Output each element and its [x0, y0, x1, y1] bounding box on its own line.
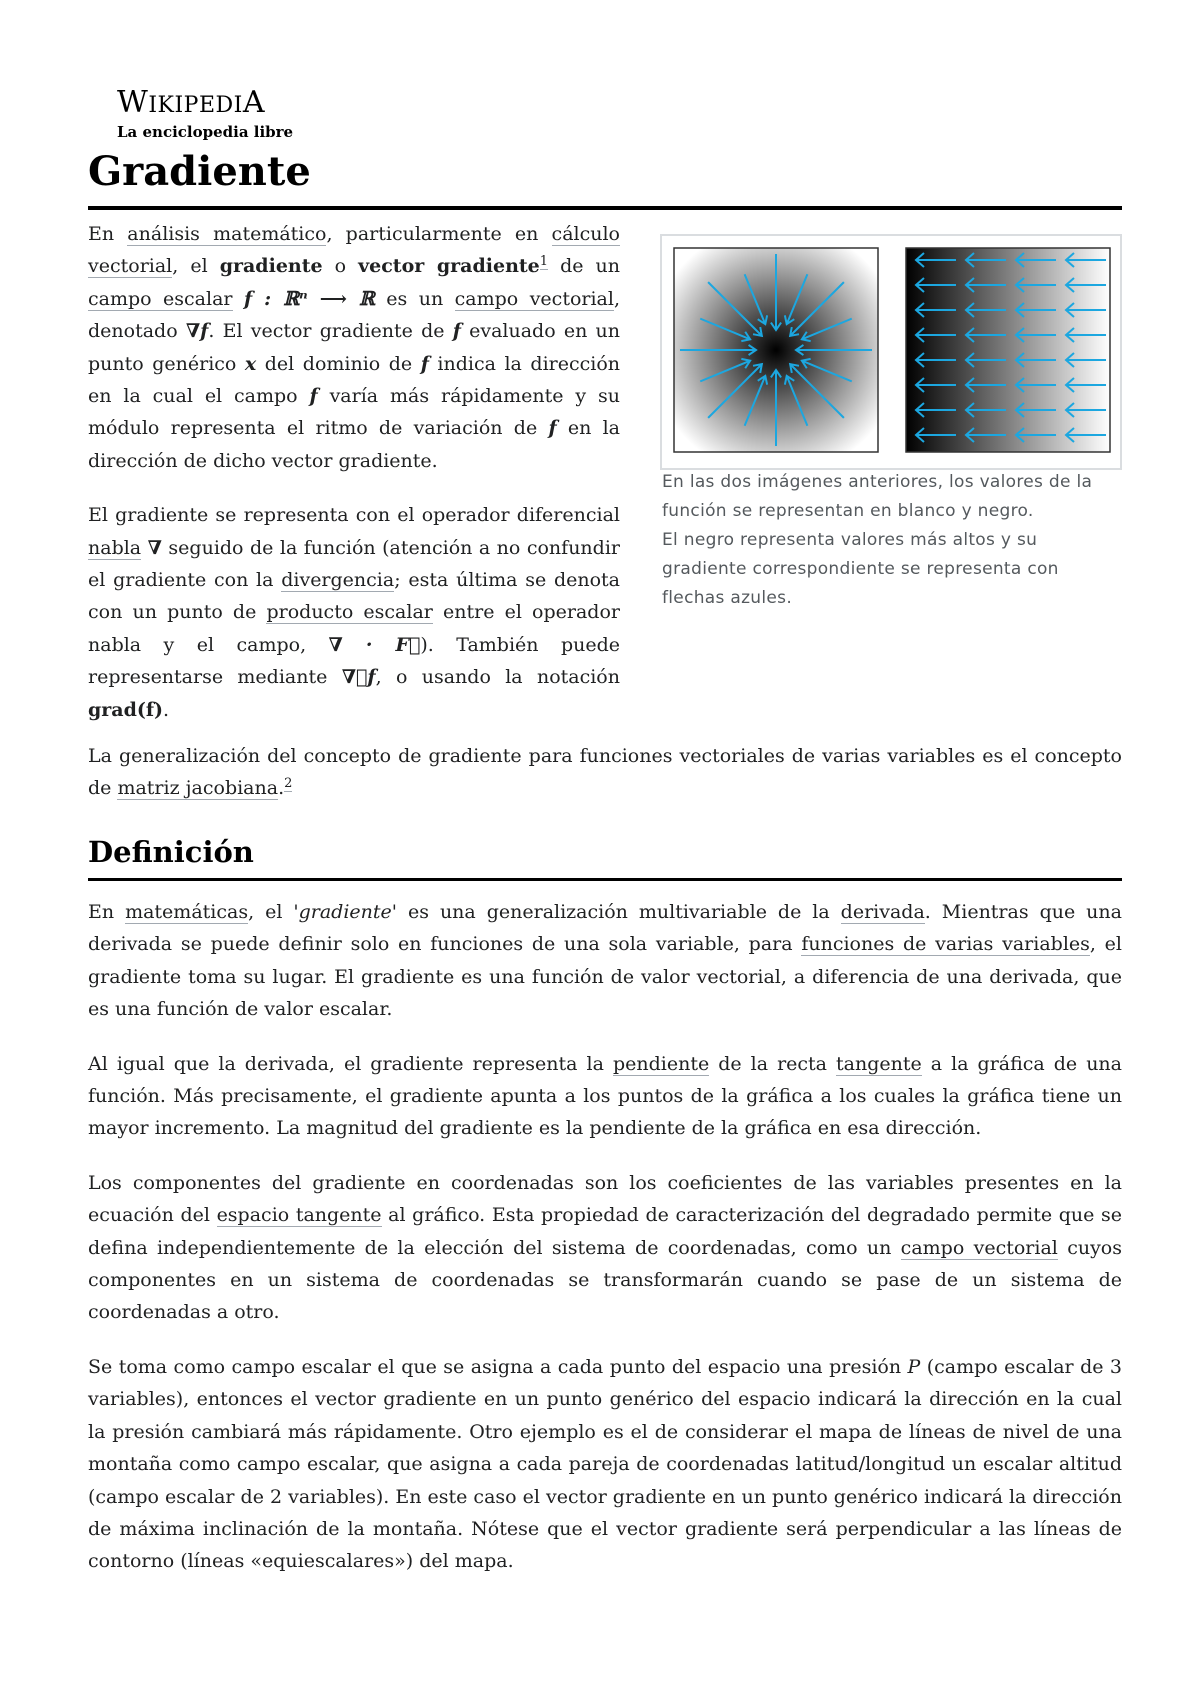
- title-rule: [88, 206, 1122, 210]
- section-body: [88, 896, 1122, 1600]
- intro-paragraph-2: El gradiente se representa con el operador diferencial nabla ∇ seguido de la función (atención a no confundir el gradiente con la divergencia; esta última se denota con un punto de producto escalar entre el operador nabla y el campo, ∇ · F⃗). También puede representarse mediante ∇⃗f, o usando la notación grad(f).: [88, 504, 620, 721]
- radial-gradient-panel: [674, 248, 878, 452]
- link-nabla[interactable]: nabla: [88, 536, 142, 559]
- math-formula: ∇: [147, 536, 162, 559]
- section-rule: [88, 878, 1122, 881]
- figure-caption: [662, 468, 1122, 613]
- section-paragraph-1: En matemáticas, el 'gradiente' es una generalización multivariable de la derivada. Mientras que una derivada se puede definir solo en funciones de una sola variable, para funciones de varias variables, el gradiente toma su lugar. El gradiente es una función de valor vectorial, a diferencia de una derivada, que es una función de valor escalar.: [88, 901, 1123, 1021]
- logo-tagline: La enciclopedia libre: [117, 123, 294, 141]
- link-matriz-jacobiana[interactable]: matriz jacobiana: [117, 777, 279, 800]
- math-formula: f: [420, 352, 429, 375]
- math-formula: f: [452, 320, 461, 343]
- link-analisis-matematico[interactable]: análisis matemático: [127, 223, 327, 245]
- reference-1[interactable]: 1: [539, 254, 549, 270]
- wikipedia-logo[interactable]: [117, 86, 317, 141]
- section-paragraph-4: Se toma como campo escalar el que se asigna a cada punto del espacio una presión P (campo escalar de 3 variables), entonces el vector gradiente en un punto genérico del espacio indicará la dirección en la cual la presión cambiará más rápidamente. Otro ejemplo es el de considerar el mapa de líneas de nivel de una montaña como campo escalar, que asigna a cada pareja de coordenadas latitud/longitud un escalar altitud (campo escalar de 2 variables). En este caso el vector gradiente en un punto genérico indicará la dirección de máxima inclinación de la montaña. Nótese que el vector gradiente será perpendicular a las líneas de contorno (líneas «equiescalares») del mapa.: [88, 1355, 1123, 1573]
- link-campo-vectorial[interactable]: campo vectorial: [900, 1236, 1058, 1259]
- logo-wordmark: WIKIPEDIA: [117, 85, 266, 120]
- link-producto-escalar[interactable]: producto escalar: [266, 601, 433, 624]
- page-title: Gradiente: [88, 148, 311, 195]
- intro-paragraph-1: En análisis matemático, particularmente en cálculo vectorial, el gradiente o vector gradiente$^1$ de un campo escalar f : ℝⁿ ⟶ ℝ es un campo vectorial, denotado ∇f. El vector gradiente de f evaluado en un punto genérico x del dominio de f indica la dirección en la cual el campo f varía más rápidamente y su módulo representa el ritmo de variación de f en la dirección de dicho vector gradiente.: [88, 223, 621, 472]
- math-formula: ∇⃗f: [341, 666, 376, 689]
- link-espacio-tangente[interactable]: espacio tangente: [216, 1204, 382, 1227]
- reference-2[interactable]: 2: [284, 776, 293, 792]
- math-formula: f: [309, 385, 318, 408]
- caption-line-2: El negro representa valores más altos y su gradiente correspondiente se representa con flechas azules.: [662, 530, 1059, 608]
- link-campo-escalar[interactable]: campo escalar: [88, 287, 233, 310]
- intro: [88, 218, 620, 748]
- link-calculo-vectorial[interactable]: cálculo vectorial: [88, 223, 620, 278]
- link-matematicas[interactable]: matemáticas: [125, 901, 249, 923]
- math-formula: ∇ · F⃗: [328, 633, 421, 656]
- link-divergencia[interactable]: divergencia: [281, 569, 395, 592]
- section-paragraph-3: Los componentes del gradiente en coordenadas son los coeficientes de las variables presentes en la ecuación del espacio tangente al gráfico. Esta propiedad de caracterización del degradado permite que se defina independientemente de la elección del sistema de coordenadas, como un campo vectorial cuyos componentes en un sistema de coordenadas se transformarán cuando se pase de un sistema de coordenadas a otro.: [88, 1171, 1122, 1324]
- math-formula: f: [548, 417, 557, 440]
- link-campo-vectorial[interactable]: campo vectorial: [454, 287, 614, 310]
- math-formula: ∇f: [185, 320, 209, 343]
- link-pendiente[interactable]: pendiente: [612, 1052, 710, 1075]
- paragraph-jacobiana: La generalización del concepto de gradiente para funciones vectoriales de varias variables es el concepto de matriz jacobiana.$^2$: [88, 745, 1122, 800]
- gradient-figure[interactable]: [660, 234, 1122, 470]
- math-formula: grad(f): [88, 698, 164, 721]
- math-formula: f : ℝⁿ ⟶ ℝ: [243, 287, 375, 310]
- link-funciones-varias-variables[interactable]: funciones de varias variables: [801, 933, 1090, 956]
- section-heading: Definición: [88, 835, 254, 869]
- math-formula: x: [244, 352, 257, 375]
- linear-gradient-panel: [906, 248, 1110, 452]
- section-paragraph-2: Al igual que la derivada, el gradiente representa la pendiente de la recta tangente a la gráfica de una función. Más precisamente, el gradiente apunta a los puntos de la gráfica a los cuales la gráfica tiene un mayor incremento. La magnitud del gradiente es la pendiente de la gráfica en esa dirección.: [88, 1052, 1122, 1140]
- caption-line-1: En las dos imágenes anteriores, los valores de la función se representan en blanco y negro.: [662, 472, 1093, 521]
- link-derivada[interactable]: derivada: [840, 901, 925, 923]
- gradient-illustration: [662, 236, 1120, 468]
- link-tangente[interactable]: tangente: [836, 1052, 922, 1075]
